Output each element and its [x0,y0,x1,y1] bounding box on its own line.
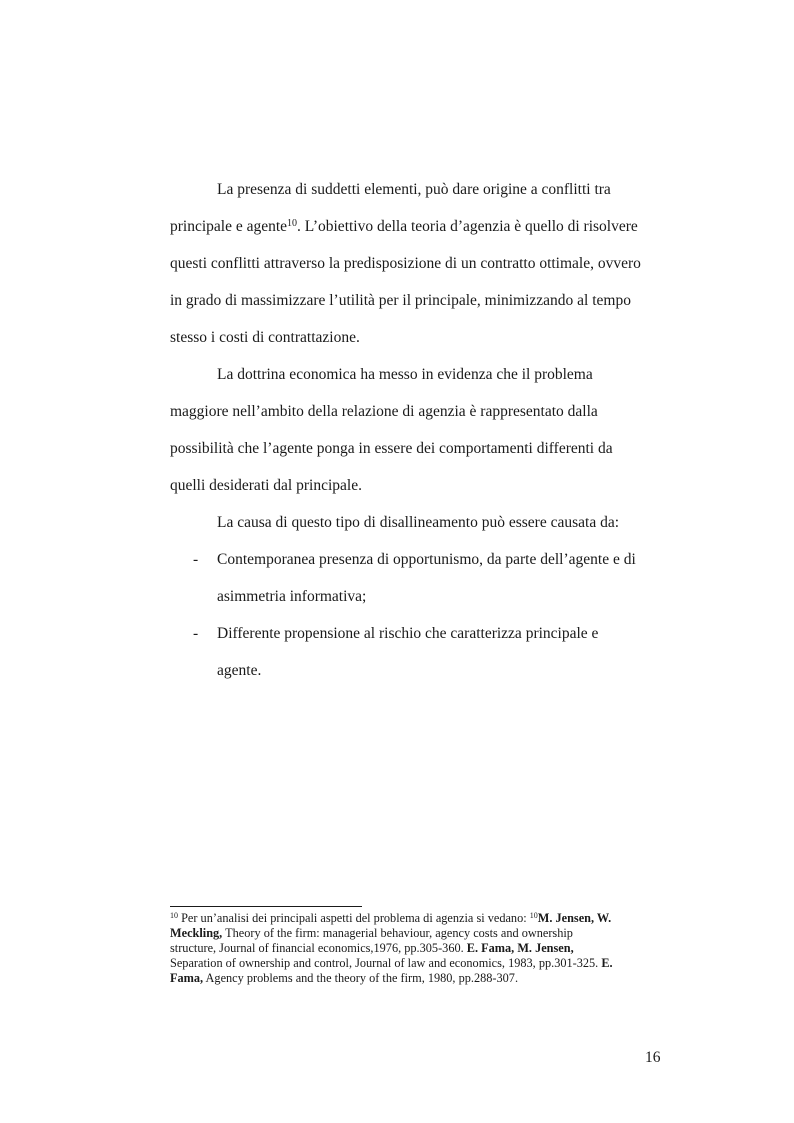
footnote-line: Fama, Agency problems and the theory of the firm, 1980, pp.288-307. [170,971,519,985]
paragraph-line: stesso i costi di contrattazione. [170,329,360,346]
footnote-ref-mark: 10 [529,911,538,920]
paragraph-line: in grado di massimizzare l’utilità per il principale, minimizzando al tempo [170,292,631,309]
list-item-text: Differente propensione al rischio che caratterizza principale e [217,625,599,642]
footnote-line: Meckling, Theory of the firm: managerial behaviour, agency costs and ownership [170,926,573,940]
footnote-separator [170,906,362,907]
paragraph-line: questi conflitti attraverso la predisposizione di un contratto ottimale, ovvero [170,255,641,272]
footnote [170,911,665,986]
list-item-text: agente. [217,662,262,679]
footnote-line: $^{10}$ Per un’analisi dei principali aspetti del problema di agenzia si vedano: $^{10}$M. Jensen, W. [170,911,612,925]
footnote-number: 10 [170,911,178,920]
list-bullet: - [193,625,199,642]
paragraph-line: La presenza di suddetti elementi, può dare origine a conflitti tra [217,181,611,198]
paragraph-line: principale e agente$^{10}$. L’obiettivo della teoria d’agenzia è quello di risolvere [170,218,638,235]
paragraph-line: La causa di questo tipo di disallineamento può essere causata da: [217,514,620,531]
page-number: 16 [645,1049,661,1066]
list-item-text: asimmetria informativa; [217,588,367,605]
list-item-text: Contemporanea presenza di opportunismo, da parte dell’agente e di [217,551,636,568]
footnote-line: Separation of ownership and control, Journal of law and economics, 1983, pp.301-325. E. [170,956,613,970]
paragraph-line: quelli desiderati dal principale. [170,477,362,494]
footnote-reference[interactable]: 10 [287,218,298,229]
paragraph-line: maggiore nell’ambito della relazione di agenzia è rappresentato dalla [170,403,598,420]
paragraph-line: La dottrina economica ha messo in evidenza che il problema [217,366,593,383]
list-bullet: - [193,551,199,568]
footnote-line: structure, Journal of financial economics,1976, pp.305-360. E. Fama, M. Jensen, [170,941,574,955]
paragraph-line: possibilità che l’agente ponga in essere dei comportamenti differenti da [170,440,613,457]
